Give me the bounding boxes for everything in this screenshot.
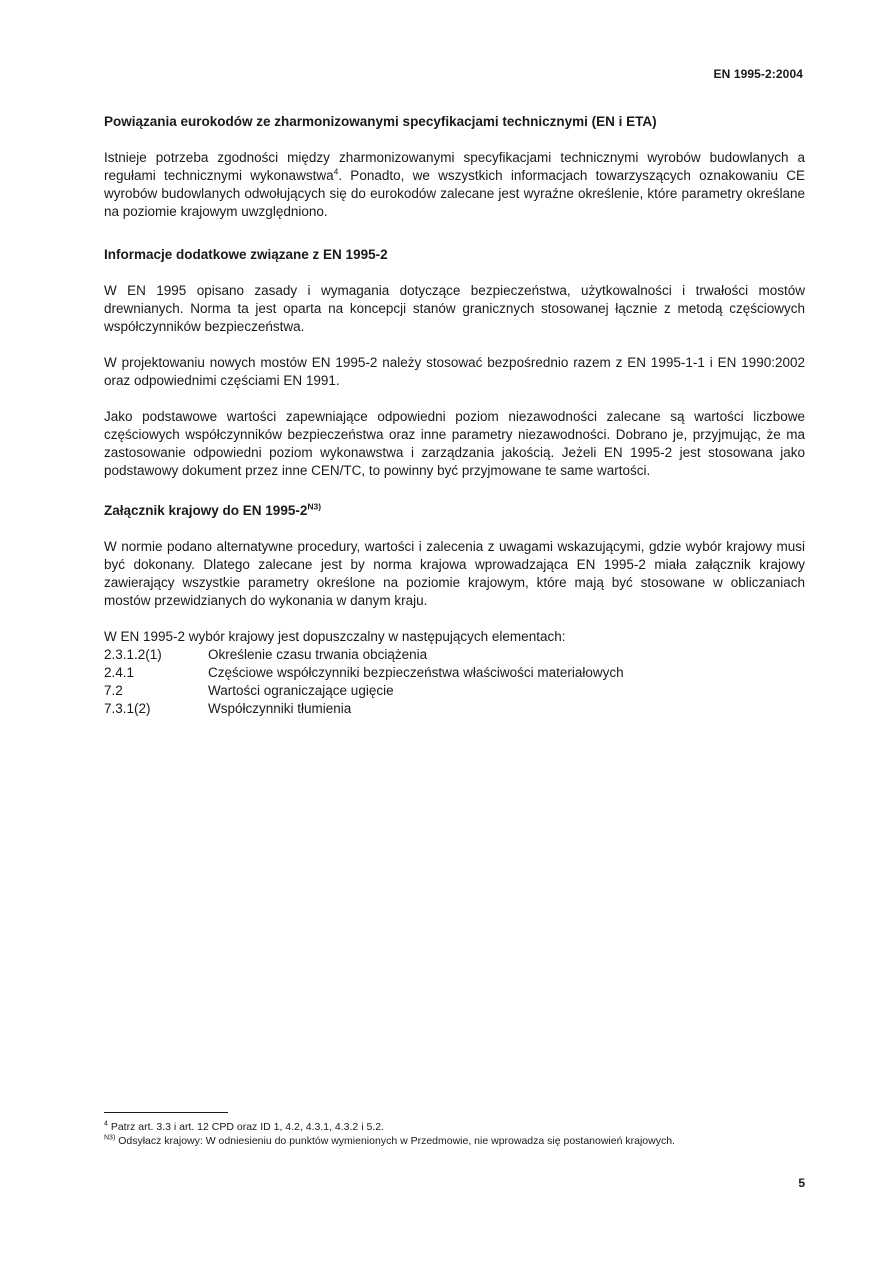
list-item — [104, 664, 805, 682]
document-id: EN 1995-2:2004 — [713, 67, 803, 81]
page-content — [104, 113, 805, 718]
clause-text: Współczynniki tłumienia — [208, 701, 352, 716]
list-item — [104, 700, 805, 718]
clause-number: 2.4.1 — [104, 665, 135, 680]
clause-number: 7.2 — [104, 683, 123, 698]
section-title-additional-info: Informacje dodatkowe związane z EN 1995-2 — [104, 247, 388, 262]
paragraph-eurocode-links: Istnieje potrzeba zgodności między zharmonizowanymi specyfikacjami technicznymi wyrobów budowlanych a regułami technicznymi wykonawstwa$^4$. Ponadto, we wszystkich informacjach towarzyszących oznakowaniu CE wyrobów budowlanych odwołujących się do eurokodów zalecane jest wyraźne określenie, które parametry określane na poziomie krajowym uwzględniono. — [104, 150, 805, 219]
footnote-ref-n3[interactable]: N3) — [307, 501, 322, 512]
footnote-n3: $^{N3)}$ Odsyłacz krajowy: W odniesieniu do punktów wymienionych w Przedmowie, nie wprowadza się postanowień krajowych. — [104, 1134, 675, 1147]
section-title-eurocode-links: Powiązania eurokodów ze zharmonizowanymi specyfikacjami technicznymi (EN i ETA) — [104, 114, 657, 129]
paragraph-additional-info-1: W EN 1995 opisano zasady i wymagania dotyczące bezpieczeństwa, użytkowalności i trwałości mostów drewnianych. Norma ta jest oparta na koncepcji stanów granicznych stosowanej łącznie z metodą częściowych współczynników bezpieczeństwa. — [104, 283, 805, 334]
paragraph-additional-info-3: Jako podstawowe wartości zapewniające odpowiedni poziom niezawodności zalecane są wartości liczbowe częściowych współczynników bezpieczeństwa oraz inne parametry niezawodności. Dobrano je, przyjmując, że ma zastosowanie odpowiedni poziom wykonawstwa i zarządzania jakością. Jeżeli EN 1995-2 jest stosowana jako podstawowy dokument przez inne CEN/TC, to powinny być przyjmowane te same wartości. — [104, 409, 805, 478]
clause-number: 7.3.1(2) — [104, 701, 151, 716]
paragraph-national-annex: W normie podano alternatywne procedury, wartości i zalecenia z uwagami wskazującymi, gdzie wybór krajowy musi być dokonany. Dlatego zalecane jest by norma krajowa wprowadzająca EN 1995-2 miała załącznik krajowy zawierający wszystkie parametry określone na poziomie krajowym, które mają być stosowane w obliczaniach mostów przewidzianych do wykonania w danym kraju. — [104, 539, 805, 608]
section-title-national-annex: Załącznik krajowy do EN $1995-2^{N3)}$ — [104, 501, 322, 518]
footnote-divider — [104, 1112, 228, 1113]
list-item — [104, 682, 805, 700]
clause-text: Częściowe współczynniki bezpieczeństwa właściwości materiałowych — [208, 665, 624, 680]
page-number: 5 — [798, 1176, 805, 1190]
list-item — [104, 646, 805, 664]
list-intro: W EN 1995-2 wybór krajowy jest dopuszczalny w następujących elementach: — [104, 629, 566, 644]
clause-text: Wartości ograniczające ugięcie — [208, 683, 394, 698]
national-choice-list — [104, 646, 805, 718]
paragraph-additional-info-2: W projektowaniu nowych mostów EN 1995-2 należy stosować bezpośrednio razem z EN 1995-1-1 i EN 1990:2002 oraz odpowiednimi częściami EN 1991. — [104, 355, 805, 388]
footnote-4: $^4$ Patrz art. 3.3 i art. 12 CPD oraz ID 1, 4.2, 4.3.1, 4.3.2 i 5.2. — [104, 1120, 384, 1133]
clause-number: 2.3.1.2(1) — [104, 647, 162, 662]
footnotes — [104, 1120, 805, 1148]
footnote-ref-4[interactable]: 4 — [333, 166, 339, 177]
clause-text: Określenie czasu trwania obciążenia — [208, 647, 428, 662]
